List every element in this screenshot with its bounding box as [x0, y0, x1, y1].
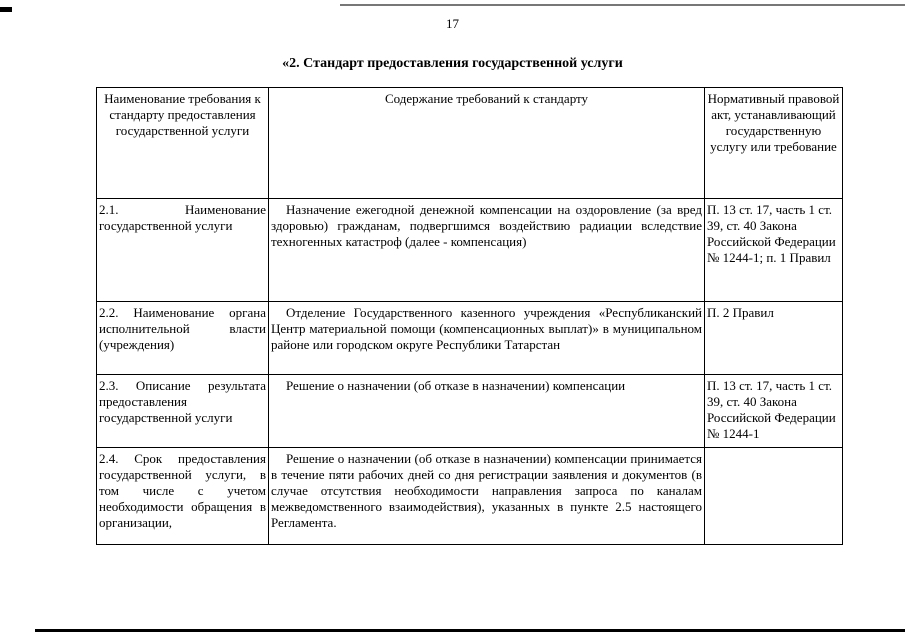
header-requirement-name: Наименование требования к стандарту предоставления государственной услуги — [97, 88, 269, 199]
row-act: П. 13 ст. 17, часть 1 ст. 39, ст. 40 Закона Российской Федерации № 1244-1 — [705, 375, 843, 448]
row-content: Решение о назначении (об отказе в назначении) компенсации принимается в течение пяти рабочих дней со дня регистрации заявления и документов (в случае отсутствия необходимости направления запроса по каналам межведомственного взаимодействия), указанных в пункте 2.5 настоящего Регламента. — [269, 448, 705, 545]
top-rule — [340, 4, 905, 6]
row-name: 2.2. Наименование органа исполнительной власти (учреждения) — [97, 302, 269, 375]
table-row — [97, 375, 843, 448]
row-name: 2.1. Наименование государственной услуги — [97, 199, 269, 302]
row-content: Назначение ежегодной денежной компенсации на оздоровление (за вред здоровью) гражданам, подвергшимся воздействию радиации вследствие техногенных катастроф (далее - компенсация) — [269, 199, 705, 302]
row-act: П. 13 ст. 17, часть 1 ст. 39, ст. 40 Закона Российской Федерации № 1244-1; п. 1 Правил — [705, 199, 843, 302]
header-legal-act: Нормативный правовой акт, устанавливающий государственную услугу или требование — [705, 88, 843, 199]
row-content: Решение о назначении (об отказе в назначении) компенсации — [269, 375, 705, 448]
header-requirement-content: Содержание требований к стандарту — [269, 88, 705, 199]
section-heading: «2. Стандарт предоставления государственной услуги — [282, 56, 623, 71]
row-name: 2.3. Описание результата предоставления государственной услуги — [97, 375, 269, 448]
table-header-row — [97, 88, 843, 199]
page-number: 17 — [446, 16, 459, 31]
table-row — [97, 302, 843, 375]
row-content: Отделение Государственного казенного учреждения «Республиканский Центр материальной помощи (компенсационных выплат)» в муниципальном районе или городском округе Республики Татарстан — [269, 302, 705, 375]
table-row — [97, 199, 843, 302]
row-act — [705, 448, 843, 545]
row-act: П. 2 Правил — [705, 302, 843, 375]
table-row — [97, 448, 843, 545]
standard-table — [96, 87, 843, 545]
scan-mark — [0, 7, 12, 12]
row-name: 2.4. Срок предоставления государственной услуги, в том числе с учетом необходимости обращения в организации, — [97, 448, 269, 545]
bottom-rule — [35, 629, 905, 632]
